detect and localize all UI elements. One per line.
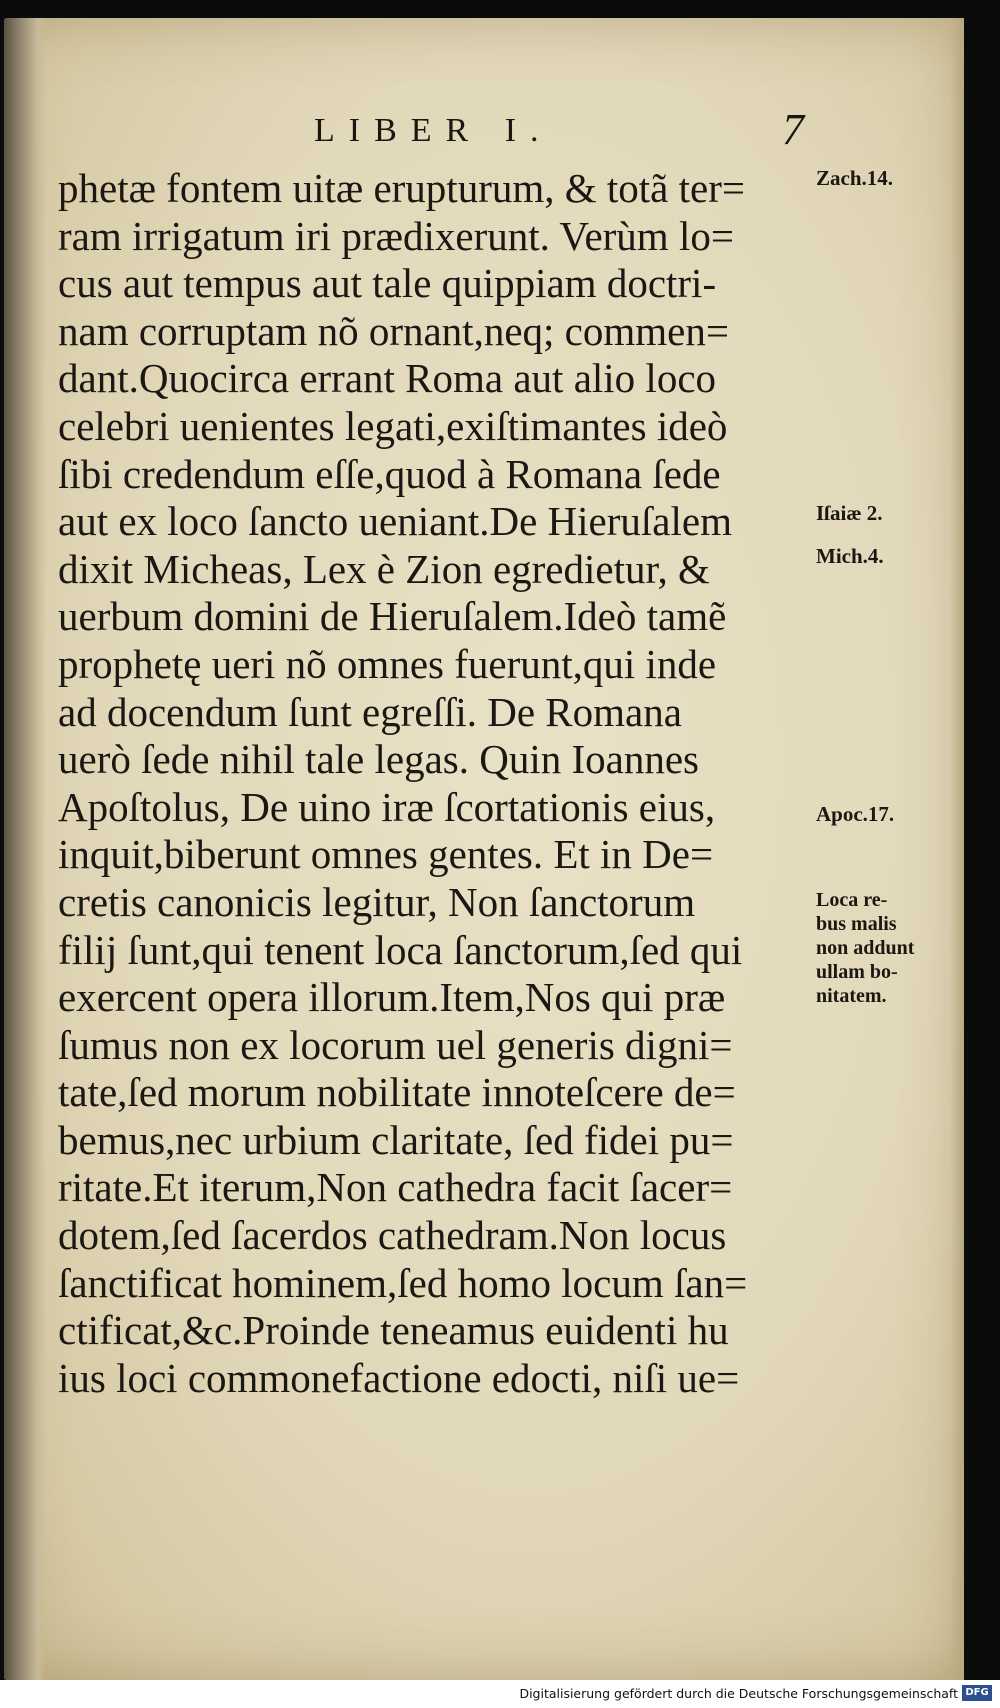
funding-credit: Digitalisierung gefördert durch die Deutsche Forschungsgemeinschaft	[519, 1686, 958, 1701]
margin-note-apoc: Apoc.17.	[816, 802, 895, 826]
margin-note-zach: Zach.14.	[816, 166, 894, 190]
text-line: inquit,biberunt omnes gentes. Et in De=	[58, 831, 714, 878]
margin-note-mich: Mich.4.	[816, 544, 884, 568]
text-line: prophetę ueri nõ omnes fuerunt,qui inde	[58, 640, 717, 687]
margin-note-line: non addunt	[816, 937, 915, 959]
text-line: dixit Micheas, Lex è Zion egredietur, &	[58, 545, 710, 592]
text-line: ad docendum ſunt egreſſi. De Romana	[58, 688, 682, 735]
margin-note-line: bus malis	[816, 913, 897, 935]
text-line: dotem,ſed ſacerdos cathedram.Non locus	[58, 1212, 727, 1259]
margin-note-line: nitatem.	[816, 985, 887, 1007]
text-line: ius loci commonefactione edocti, niſi ue=	[58, 1354, 740, 1401]
margin-note-loca	[816, 888, 914, 1008]
text-line: uerò ſede nihil tale legas. Quin Ioannes	[58, 736, 699, 783]
text-line: tate,ſed morum nobilitate innoteſcere de=	[58, 1069, 736, 1116]
text-line: cretis canonicis legitur, Non ſanctorum	[58, 878, 696, 925]
text-line: uerbum domini de Hieruſalem.Ideò tamẽ	[58, 593, 727, 640]
page-number: 7	[782, 105, 804, 154]
text-line: ſumus non ex locorum uel generis digni=	[58, 1021, 733, 1068]
text-line: ram irrigatum iri prædixerunt. Verùm lo=	[58, 212, 734, 259]
margin-notes	[4, 18, 964, 1680]
text-line: bemus,nec urbium claritate, ſed fidei pu=	[58, 1116, 734, 1163]
text-line: celebri uenientes legati,exiſtimantes ideò	[58, 402, 728, 449]
text-line: ritate.Et iterum,Non cathedra facit ſacer=	[58, 1164, 733, 1211]
text-line: exercent opera illorum.Item,Nos qui præ	[58, 974, 726, 1021]
text-line: filij ſunt,qui tenent loca ſanctorum,ſed qui	[58, 926, 743, 973]
text-line: phetæ fontem uitæ erupturum, & totã ter=	[58, 165, 745, 211]
dfg-logo-icon: DFG	[962, 1685, 992, 1701]
running-title: LIBER I.	[314, 112, 553, 149]
margin-note-line: Loca re-	[816, 889, 888, 911]
margin-note-line: ullam bo-	[816, 961, 898, 983]
text-line: dant.Quocirca errant Roma aut alio loco	[58, 355, 717, 402]
text-line: ſibi credendum eſſe,quod à Romana ſede	[58, 450, 721, 497]
footer-bar	[0, 1680, 1000, 1708]
text-line: nam corruptam nõ ornant,neq; commen=	[58, 307, 729, 354]
text-line: aut ex loco ſancto ueniant.De Hieruſalem	[58, 498, 732, 545]
margin-note-isaiae: Iſaiæ 2.	[816, 501, 883, 525]
book-page	[4, 18, 964, 1680]
text-line: cus aut tempus aut tale quippiam doctri-	[58, 260, 717, 307]
text-line: ſanctificat hominem,ſed homo locum ſan=	[58, 1259, 748, 1306]
text-line: ctificat,&c.Proinde teneamus euidenti hu	[58, 1307, 729, 1354]
text-line: Apoſtolus, De uino iræ ſcortationis eius,	[58, 783, 716, 830]
